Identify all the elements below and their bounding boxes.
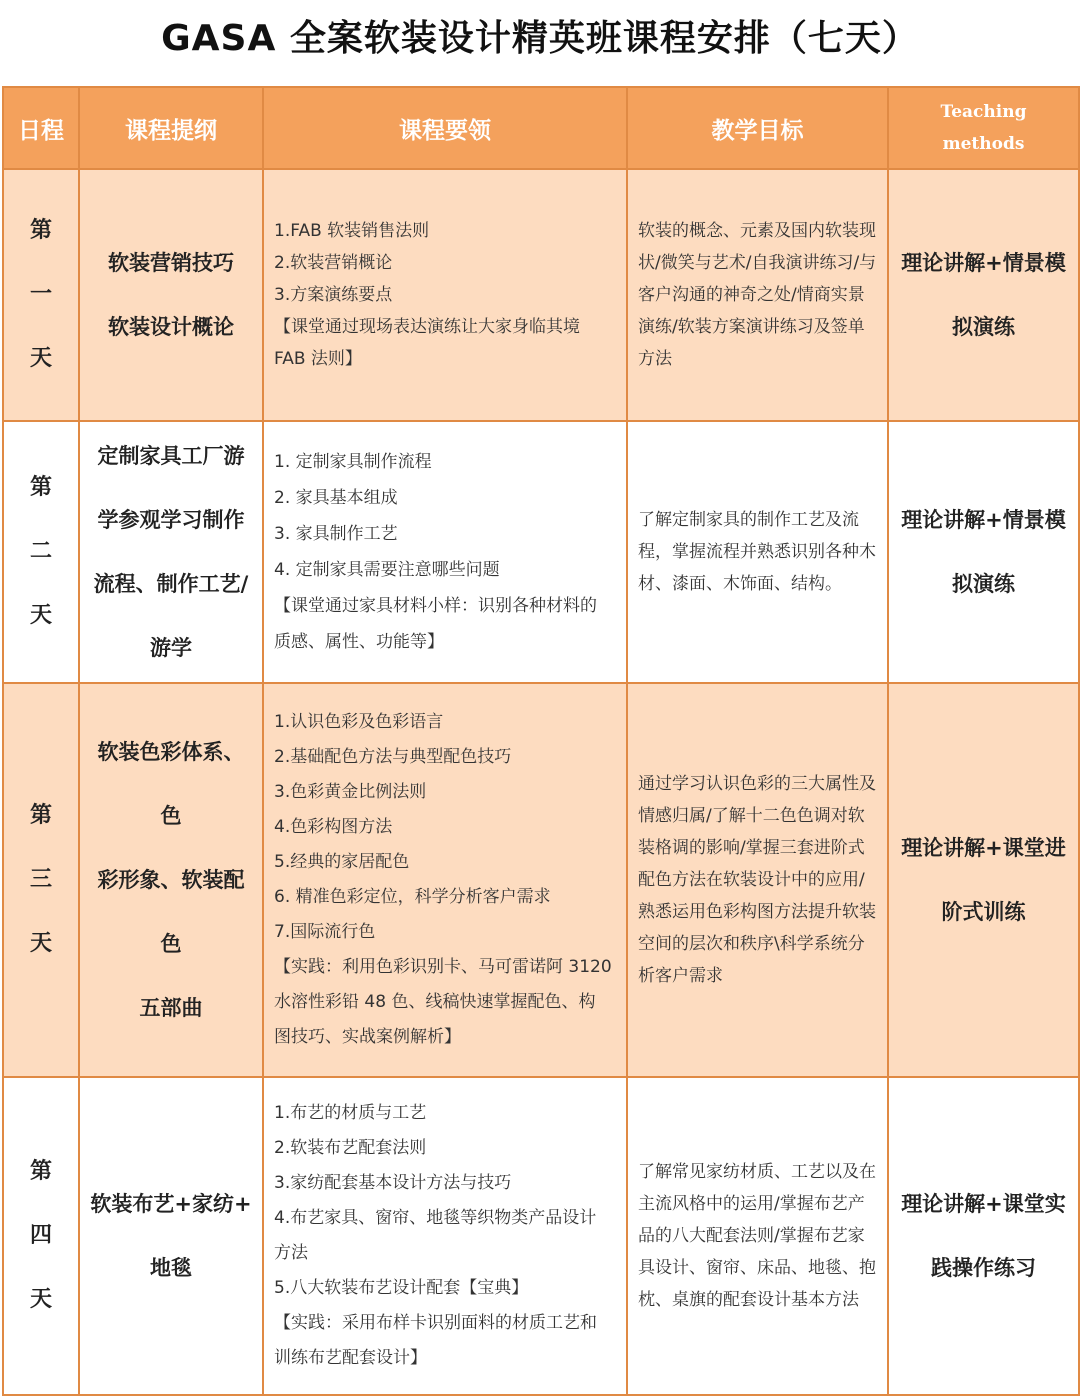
- method-line: 理论讲解+课堂实: [901, 1192, 1066, 1216]
- method-cell: [888, 169, 1079, 421]
- header-points: 课程要领: [263, 87, 627, 169]
- point-line: 图技巧、实战案例解析】: [274, 1027, 461, 1047]
- topic-cell: [79, 1077, 263, 1395]
- goal-cell: 通过学习认识色彩的三大属性及情感归属/了解十二色色调对软装格调的影响/掌握三套进阶式配色方法在软装设计中的应用/熟悉运用色彩构图方法提升软装空间的层次和秩序\科学系统分析客户需求: [627, 683, 888, 1077]
- topic-line: 软装色彩体系、色: [97, 740, 245, 828]
- header-day: 日程: [3, 87, 79, 169]
- point-line: 1.认识色彩及色彩语言: [274, 712, 444, 732]
- method-line: 阶式训练: [941, 900, 1026, 924]
- day-char: 天: [29, 1287, 52, 1312]
- point-line: 4. 定制家具需要注意哪些问题: [274, 560, 500, 580]
- method-cell: [888, 421, 1079, 683]
- method-line: 践操作练习: [931, 1256, 1036, 1280]
- day-char: 第: [29, 803, 52, 828]
- topic-line: 定制家具工厂游: [97, 444, 245, 468]
- day-cell: [3, 169, 79, 421]
- table-row: [3, 1077, 1079, 1395]
- point-line: 质感、属性、功能等】: [274, 632, 444, 652]
- topic-line: 游学: [150, 636, 192, 660]
- point-line: 2.软装营销概论: [274, 253, 393, 273]
- point-line: 4.色彩构图方法: [274, 817, 393, 837]
- point-line: 【课堂通过家具材料小样：识别各种材料的: [274, 596, 597, 616]
- day-char: 天: [29, 931, 52, 956]
- day-cell: [3, 1077, 79, 1395]
- method-line: 理论讲解+情景模: [901, 508, 1066, 532]
- point-line: 水溶性彩铅 48 色、线稿快速掌握配色、构: [274, 992, 596, 1012]
- day-cell: [3, 683, 79, 1077]
- topic-line: 五部曲: [139, 996, 203, 1020]
- point-line: 3.色彩黄金比例法则: [274, 782, 427, 802]
- goal-cell: 了解常见家纺材质、工艺以及在主流风格中的运用/掌握布艺产品的八大配套法则/掌握布艺家具设计、窗帘、床品、地毯、抱枕、桌旗的配套设计基本方法: [627, 1077, 888, 1395]
- day-char: 二: [29, 539, 52, 564]
- points-cell: [263, 421, 627, 683]
- topic-line: 地毯: [150, 1256, 192, 1280]
- header-method-line2: methods: [942, 134, 1025, 154]
- points-cell: [263, 1077, 627, 1395]
- header-outline: 课程提纲: [79, 87, 263, 169]
- point-line: 3. 家具制作工艺: [274, 524, 398, 544]
- table-row: [3, 683, 1079, 1077]
- point-line: 2.基础配色方法与典型配色技巧: [274, 747, 512, 767]
- table-header-row: [3, 87, 1079, 169]
- day-char: 天: [29, 346, 52, 371]
- topic-cell: [79, 683, 263, 1077]
- topic-line: 彩形象、软装配色: [97, 868, 245, 956]
- day-char: 第: [29, 218, 52, 243]
- method-line: 拟演练: [952, 572, 1015, 596]
- goal-cell: 软装的概念、元素及国内软装现状/微笑与艺术/自我演讲练习/与客户沟通的神奇之处/情商实景演练/软装方案演讲练习及签单方法: [627, 169, 888, 421]
- point-line: 5.八大软装布艺设计配套【宝典】: [274, 1278, 529, 1298]
- header-goals: 教学目标: [627, 87, 888, 169]
- point-line: 7.国际流行色: [274, 922, 376, 942]
- day-cell: [3, 421, 79, 683]
- points-cell: [263, 683, 627, 1077]
- topic-line: 学参观学习制作: [97, 508, 245, 532]
- day-char: 天: [29, 603, 52, 628]
- goal-cell: 了解定制家具的制作工艺及流程，掌握流程并熟悉识别各种木材、漆面、木饰面、结构。: [627, 421, 888, 683]
- point-line: 【实践：利用色彩识别卡、马可雷诺阿 3120: [274, 957, 612, 977]
- point-line: 2.软装布艺配套法则: [274, 1138, 427, 1158]
- topic-line: 流程、制作工艺/: [93, 572, 249, 596]
- point-line: 1. 定制家具制作流程: [274, 452, 432, 472]
- method-line: 拟演练: [952, 315, 1015, 339]
- point-line: 4.布艺家具、窗帘、地毯等织物类产品设计: [274, 1208, 597, 1228]
- point-line: 1.FAB 软装销售法则: [274, 221, 430, 241]
- point-line: 3.家纺配套基本设计方法与技巧: [274, 1173, 512, 1193]
- topic-line: 软装设计概论: [108, 315, 234, 339]
- point-line: 【实践：采用布样卡识别面料的材质工艺和: [274, 1313, 597, 1333]
- point-line: 1.布艺的材质与工艺: [274, 1103, 427, 1123]
- day-char: 第: [29, 1159, 52, 1184]
- point-line: 6. 精准色彩定位，科学分析客户需求: [274, 887, 551, 907]
- method-line: 理论讲解+课堂进: [901, 836, 1066, 860]
- method-cell: [888, 683, 1079, 1077]
- day-char: 三: [29, 867, 52, 892]
- point-line: 方法: [274, 1243, 308, 1263]
- day-char: 一: [29, 282, 52, 307]
- topic-cell: [79, 169, 263, 421]
- point-line: 2. 家具基本组成: [274, 488, 398, 508]
- day-char: 四: [29, 1223, 52, 1248]
- method-cell: [888, 1077, 1079, 1395]
- course-schedule-table: [2, 86, 1080, 1396]
- point-line: 3.方案演练要点: [274, 285, 393, 305]
- method-line: 理论讲解+情景模: [901, 251, 1066, 275]
- point-line: 训练布艺配套设计】: [274, 1348, 427, 1368]
- table-row: [3, 169, 1079, 421]
- page-title: GASA 全案软装设计精英班课程安排（七天）: [161, 17, 919, 59]
- point-line: FAB 法则】: [274, 349, 362, 369]
- topic-cell: [79, 421, 263, 683]
- header-method: [888, 87, 1079, 169]
- point-line: 【课堂通过现场表达演练让大家身临其境: [274, 317, 580, 337]
- header-method-line1: Teaching: [940, 102, 1027, 122]
- points-cell: [263, 169, 627, 421]
- point-line: 5.经典的家居配色: [274, 852, 410, 872]
- topic-line: 软装营销技巧: [108, 251, 234, 275]
- table-row: [3, 421, 1079, 683]
- day-char: 第: [29, 475, 52, 500]
- topic-line: 软装布艺+家纺+: [90, 1192, 252, 1216]
